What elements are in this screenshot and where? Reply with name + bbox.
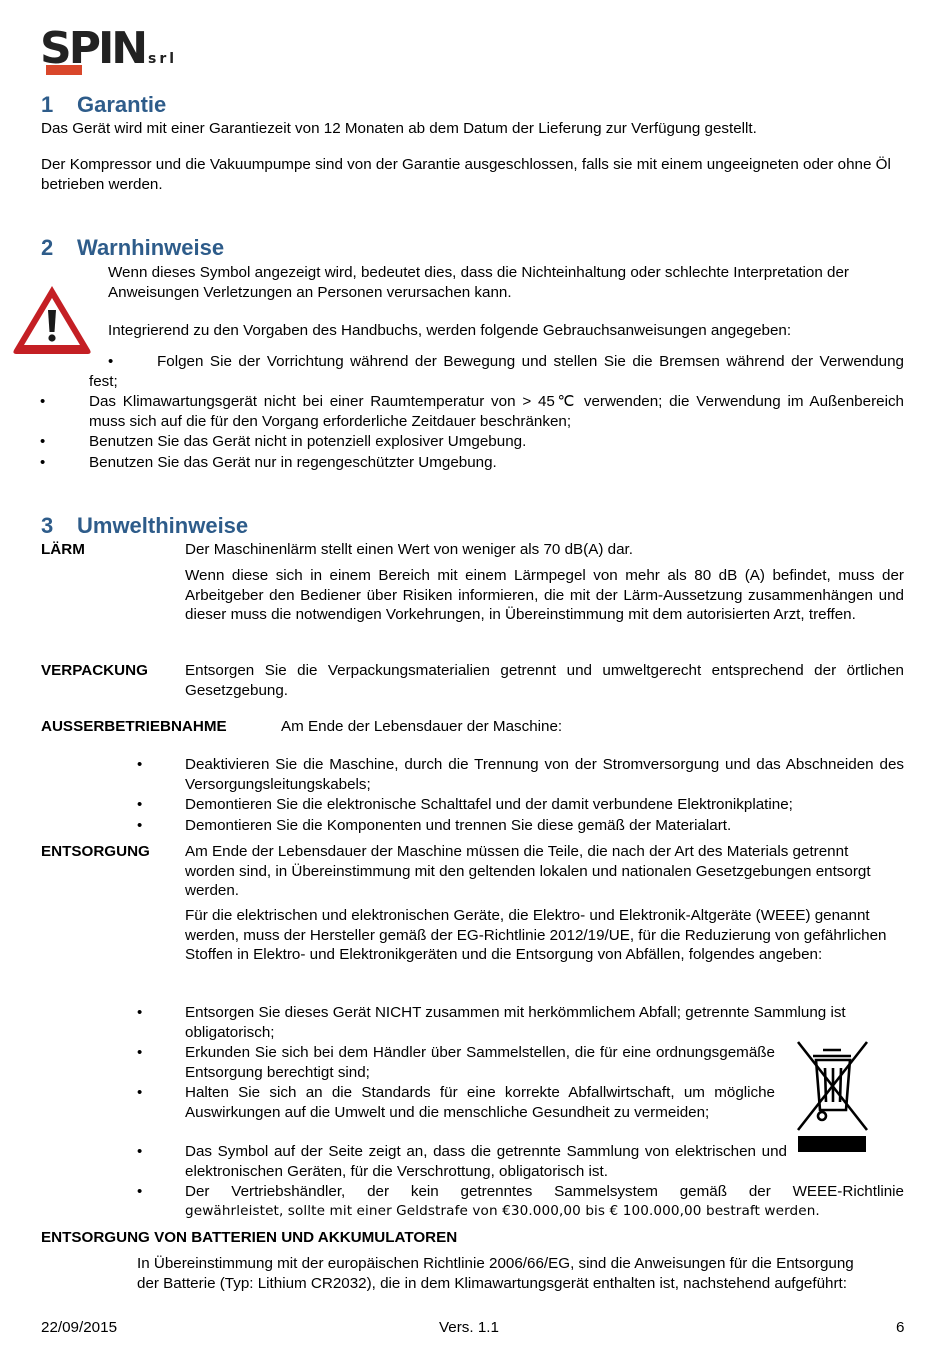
bullet-icon: • [137,1183,143,1200]
garantie-paragraph-1: Das Gerät wird mit einer Garantiezeit von 12 Monaten ab dem Datum der Lieferung zur Verfügung gestellt. [41,120,757,137]
logo-main-text: SPIN [40,23,146,74]
list-item: Deaktivieren Sie die Maschine, durch die Trennung von der Stromversorgung und das Abschneiden des Versorgungsleitungskabels; [185,756,904,793]
warnhinweise-paragraph-1: Wenn dieses Symbol angezeigt wird, bedeutet dies, dass die Nichteinhaltung oder schlechte Interpretation der Anweisungen Verletzungen an Personen verursachen kann. [108,264,849,301]
section-title: Garantie [77,92,167,117]
list-item: Demontieren Sie die Komponenten und trennen Sie diese gemäß der Materialart. [185,817,732,834]
ausserbetriebnahme-paragraph: Am Ende der Lebensdauer der Maschine: [281,718,563,735]
entsorgung-paragraph-2: Für die elektrischen und elektronischen Geräte, die Elektro- und Elektronik-Altgeräte (WEEE) genannt werden, muss der Hersteller gemäß der EG-Richtlinie 2012/19/UE, für die Reduzierung von gefährlichen Stoffen in Elektro- und Elektronikgeräten und die Entsorgung von Abfällen, folgendes angeben: [185,907,887,964]
list-item: Das Klimawartungsgerät nicht bei einer Raumtemperatur von > 45℃ verwenden; die Verwendung im Außenbereich muss sich auf die für den Vorgang erforderliche Zeitdauer beschränken; [89,393,904,430]
section-heading-garantie [41,92,166,118]
bullet-icon: • [40,393,46,410]
footer-page-number: 6 [896,1319,905,1336]
verpackung-label: VERPACKUNG [41,662,148,679]
bullet-icon: • [137,756,143,773]
entsorgung-paragraph-1: Am Ende der Lebensdauer der Maschine müssen die Teile, die nach der Art des Materials getrennt worden sind, in Übereinstimmung mit den geltenden lokalen und nationalen Gesetzgebungen entsorgt werden. [185,843,871,900]
logo-sub-text: srl [148,51,178,67]
warnhinweise-paragraph-2: Integrierend zu den Vorgaben des Handbuchs, werden folgende Gebrauchsanweisungen angegeben: [108,322,792,339]
section-number: 1 [41,92,54,117]
bullet-icon: • [137,1044,143,1061]
list-item: Benutzen Sie das Gerät nicht in potenziell explosiver Umgebung. [89,433,527,450]
list-item [185,1182,904,1221]
batterien-paragraph: In Übereinstimmung mit der europäischen Richtlinie 2006/66/EG, sind die Anweisungen für die Entsorgung der Batterie (Typ: Lithium CR2032), die in dem Klimawartungsgerät enthalten ist, nachstehend aufgeführt: [137,1255,854,1292]
batterien-label: ENTSORGUNG VON BATTERIEN UND AKKUMULATOREN [41,1229,458,1246]
verpackung-paragraph: Entsorgen Sie die Verpackungsmaterialien getrennt und umweltgerecht entsprechend der örtlichen Gesetzgebung. [185,662,904,699]
bullet-icon: • [137,1143,143,1160]
section-number: 3 [41,513,54,538]
laerm-paragraph-1: Der Maschinenlärm stellt einen Wert von weniger als 70 dB(A) dar. [185,541,633,558]
bullet-icon: • [40,433,46,450]
list-item: Halten Sie sich an die Standards für eine korrekte Abfallwirtschaft, um mögliche Auswirkungen auf die Umwelt und die menschliche Gesundheit zu vermeiden; [185,1084,775,1121]
list-item: Folgen Sie der Vorrichtung während der Bewegung und stellen Sie die Bremsen während der Verwendung fest; [89,353,904,390]
list-item-line: Der Vertriebshändler, der kein getrenntes Sammelsystem gemäß der WEEE-Richtlinie [185,1183,904,1200]
list-item: Benutzen Sie das Gerät nur in regengeschützter Umgebung. [89,454,497,471]
bullet-icon: • [137,796,143,813]
crossed-out-wheelie-bin-icon [793,1038,873,1156]
section-title: Umwelthinweise [77,513,249,538]
bullet-icon: • [137,1084,143,1101]
section-title: Warnhinweise [77,235,225,260]
footer-version: Vers. 1.1 [439,1319,499,1336]
list-item: Erkunden Sie sich bei dem Händler über Sammelstellen, die für eine ordnungsgemäße Entsorgung berechtigt sind; [185,1044,775,1081]
list-item-line: gewährleistet, sollte mit einer Geldstrafe von €30.000,00 bis € 100.000,00 bestraft werden. [185,1202,820,1219]
company-logo [40,23,180,85]
bullet-icon: • [137,817,143,834]
list-item: Demontieren Sie die elektronische Schalttafel und der damit verbundene Elektronikplatine; [185,796,793,813]
bullet-icon: • [137,1004,143,1021]
list-item: Entsorgen Sie dieses Gerät NICHT zusammen mit herkömmlichem Abfall; getrennte Sammlung ist obligatorisch; [185,1004,846,1041]
bullet-icon: • [108,353,114,370]
entsorgung-label: ENTSORGUNG [41,843,150,860]
footer-date: 22/09/2015 [41,1319,118,1336]
section-heading-warnhinweise [41,235,224,261]
list-item: Das Symbol auf der Seite zeigt an, dass die getrennte Sammlung von elektrischen und elektronischen Geräten, für die Verschrottung, obligatorisch ist. [185,1143,787,1180]
warning-triangle-icon [10,282,94,356]
section-heading-umwelthinweise [41,513,248,539]
ausserbetriebnahme-label: AUSSERBETRIEBNAHME [41,718,227,735]
garantie-paragraph-2: Der Kompressor und die Vakuumpumpe sind von der Garantie ausgeschlossen, falls sie mit einem ungeeigneten oder ohne Öl betrieben werden. [41,156,891,193]
section-number: 2 [41,235,54,260]
laerm-label: LÄRM [41,541,85,558]
bullet-icon: • [40,454,46,471]
laerm-paragraph-2: Wenn diese sich in einem Bereich mit einem Lärmpegel von mehr als 80 dB (A) befindet, muss der Arbeitgeber den Bediener über Risiken informieren, die mit der Lärm-Aussetzung zusammenhängen und dieser muss die notwendigen Vorkehrungen, in Übereinstimmung mit dem autorisierten Arzt, treffen. [185,567,904,624]
